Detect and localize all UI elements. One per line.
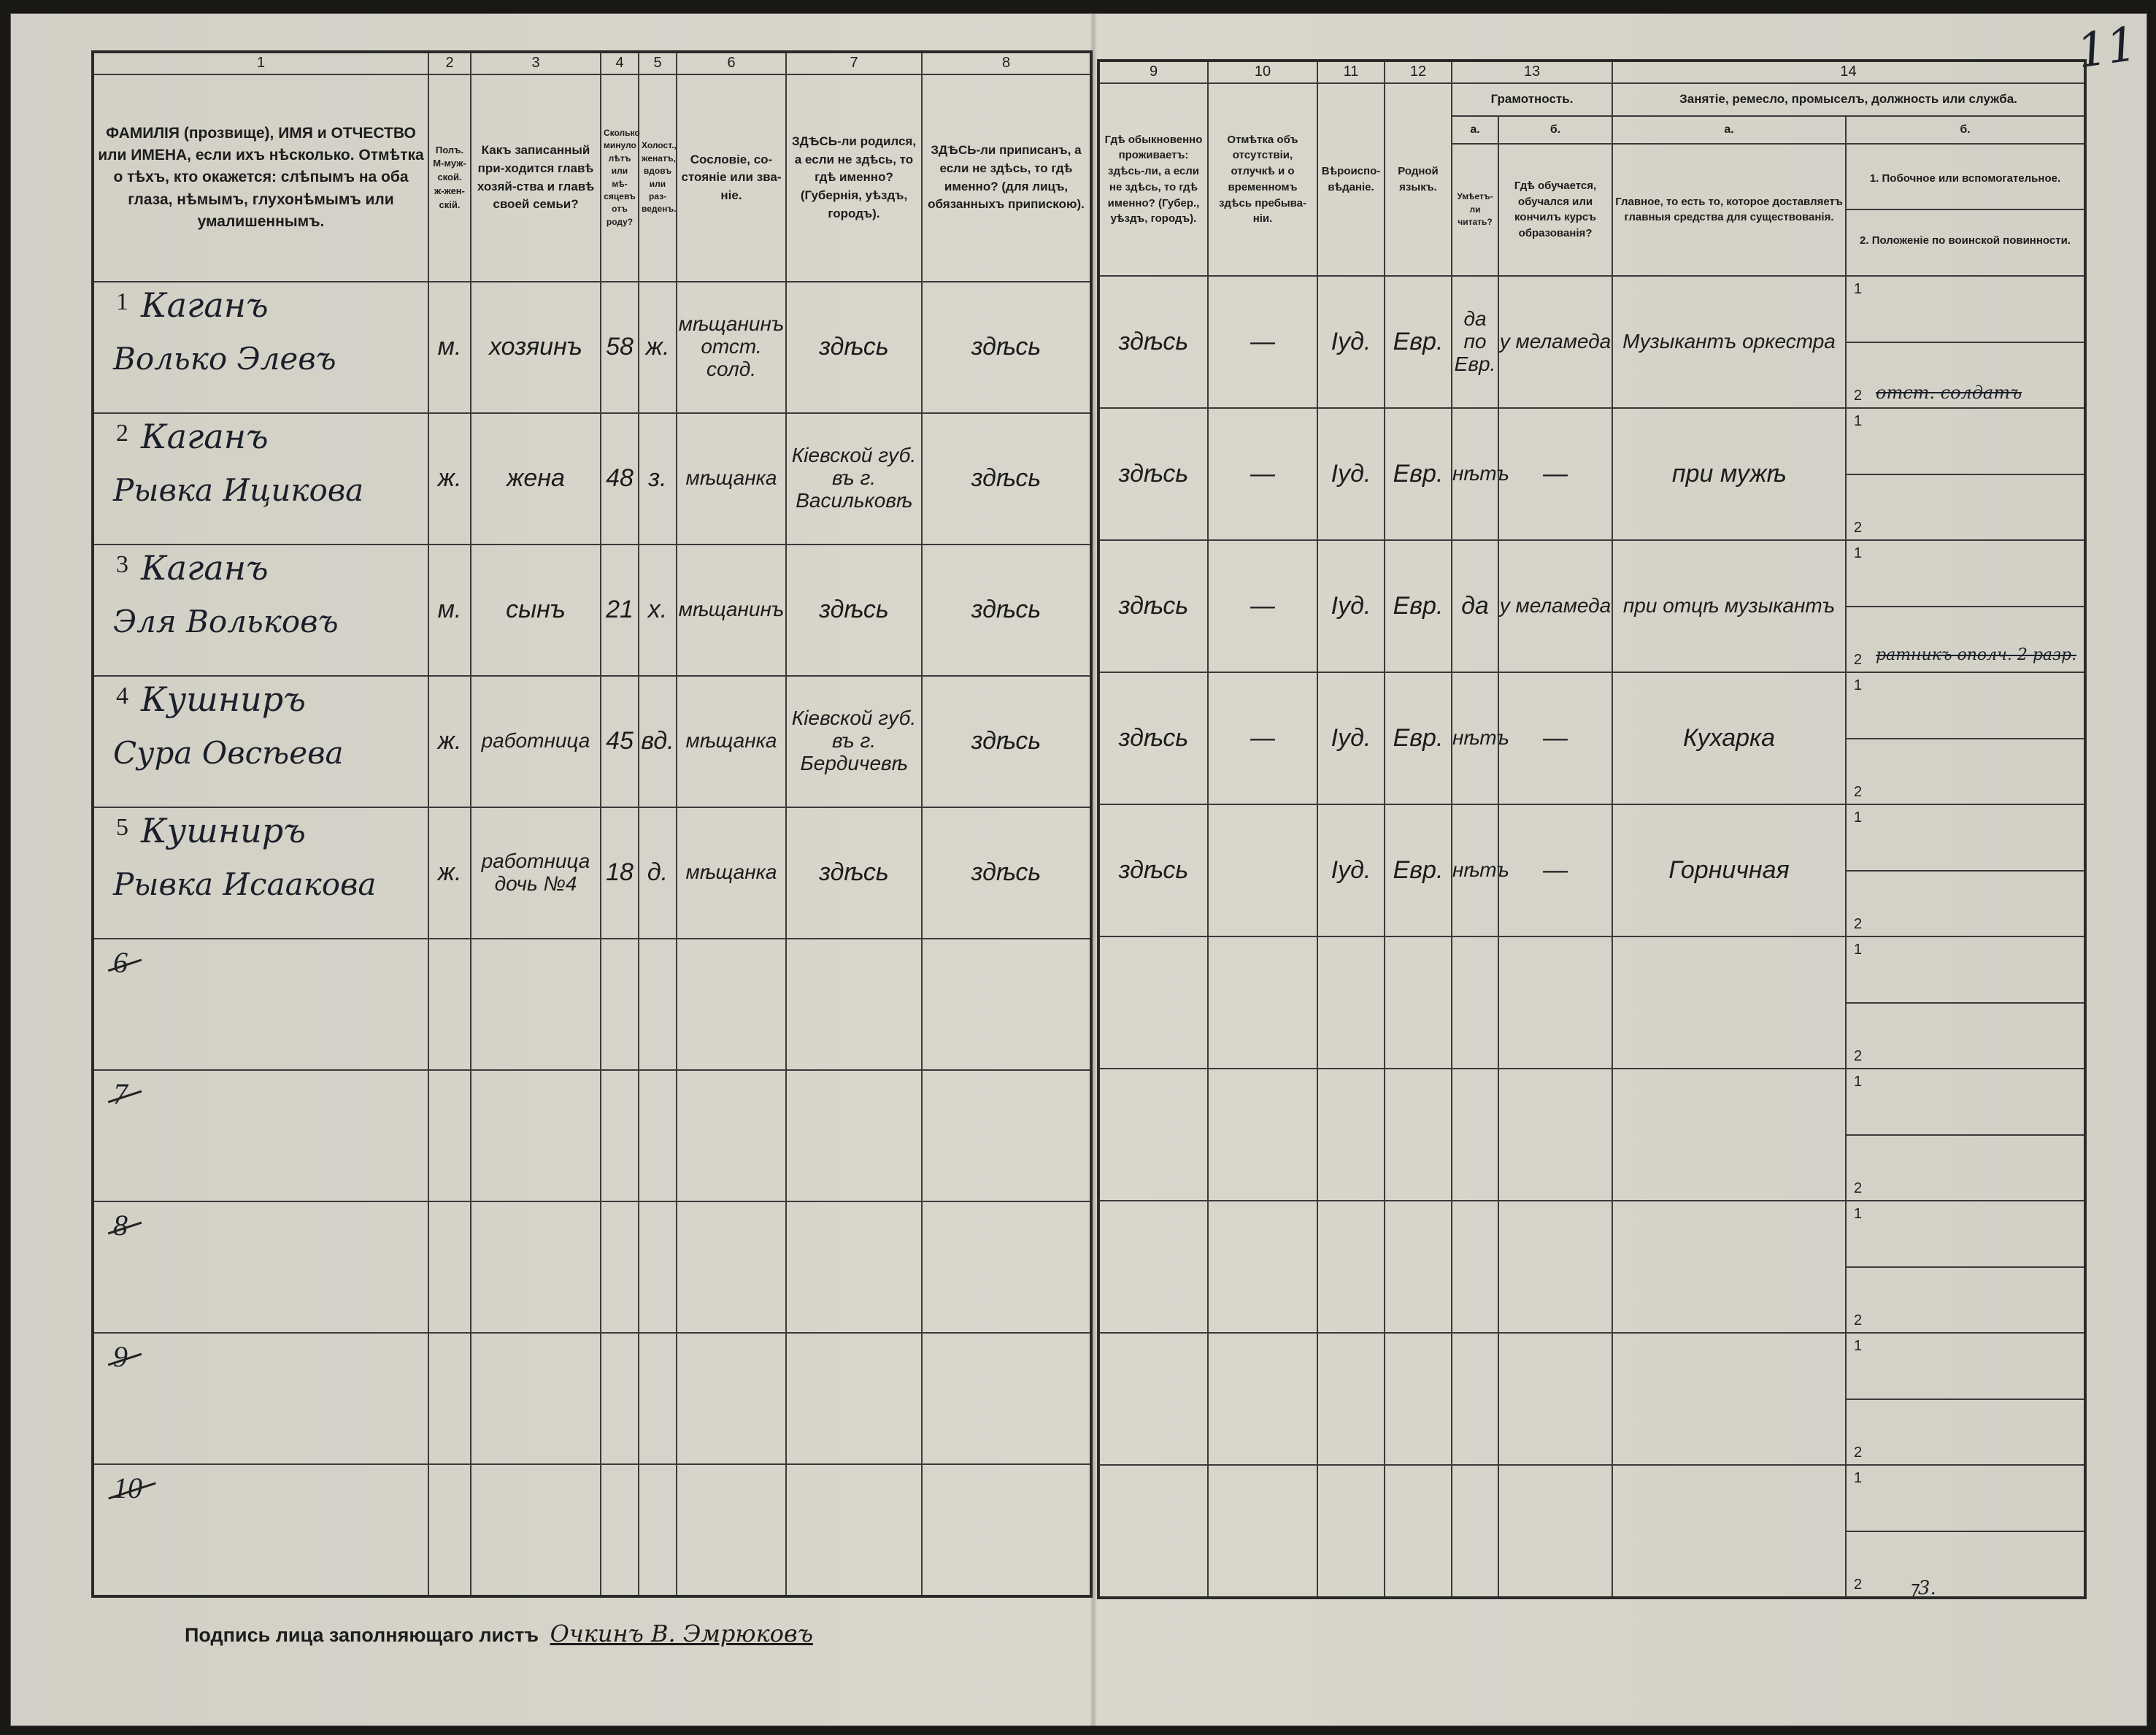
cell <box>1208 1069 1317 1201</box>
header-main-occupation: Главное, то есть то, которое доставляетъ главныя средства для существованія. <box>1612 144 1846 276</box>
header-birthplace: ЗДѢСЬ-ли родился, а если не здѣсь, то гдѣ именно? (Губернія, уѣздъ, городъ). <box>786 74 922 282</box>
cell <box>786 939 922 1070</box>
col-num-10: 10 <box>1208 61 1317 83</box>
name-cell <box>93 1070 428 1201</box>
registration: здѣсь <box>922 676 1091 807</box>
cell <box>639 1070 677 1201</box>
side-label-1: 1 <box>1854 1073 1863 1090</box>
col-num-9: 9 <box>1098 61 1208 83</box>
col-num-5: 5 <box>639 52 677 74</box>
residence: здѣсь <box>1098 804 1208 936</box>
age: 58 <box>601 282 639 413</box>
religion: Іуд. <box>1317 804 1385 936</box>
cell <box>1612 936 1846 1069</box>
person-row-2-right <box>1098 408 2085 540</box>
census-table-left <box>91 50 1093 1598</box>
cell <box>639 939 677 1070</box>
cell <box>677 939 786 1070</box>
cell <box>922 939 1091 1070</box>
cell <box>1498 1333 1612 1465</box>
given-name: Эля Вольковъ <box>113 603 339 639</box>
col-num-8: 8 <box>922 52 1091 74</box>
cell <box>639 1464 677 1596</box>
schooling: у меламеда <box>1498 540 1612 672</box>
cell <box>1498 1465 1612 1598</box>
cell <box>1098 1333 1208 1465</box>
census-table-right <box>1097 59 2087 1599</box>
cell <box>677 1333 786 1464</box>
row-number: 1 <box>116 288 128 315</box>
cell <box>601 1333 639 1464</box>
side-occupation-cell <box>1846 1333 2085 1465</box>
cell <box>601 1070 639 1201</box>
literacy: да <box>1452 540 1498 672</box>
col-num-4: 4 <box>601 52 639 74</box>
main-occupation: при отцѣ музыкантъ <box>1612 540 1846 672</box>
header-religion: Вѣроиспо-вѣданіе. <box>1317 83 1385 276</box>
cell <box>428 1333 471 1464</box>
col-num-3: 3 <box>471 52 601 74</box>
main-occupation: Кухарка <box>1612 672 1846 804</box>
birthplace: здѣсь <box>786 545 922 676</box>
sex: ж. <box>428 413 471 545</box>
cell <box>1317 1465 1385 1598</box>
age: 21 <box>601 545 639 676</box>
military-status: ратникъ ополч. 2 разр. <box>1876 645 2077 664</box>
cell <box>471 1201 601 1333</box>
cell <box>1498 936 1612 1069</box>
side-label-2: 2 <box>1854 651 1863 668</box>
cell <box>1452 1201 1498 1333</box>
header-estate: Сословіе, со-стояніе или зва-ніе. <box>677 74 786 282</box>
header-side-2: 2. Положеніе по воинской повинности. <box>1860 234 2071 247</box>
side-label-1: 1 <box>1854 941 1863 958</box>
signature-label: Подпись лица заполняющаго листъ <box>185 1624 539 1646</box>
side-label-2: 2 <box>1854 1047 1863 1064</box>
cell <box>1317 1201 1385 1333</box>
subheader-13b: б. <box>1498 116 1612 144</box>
main-occupation: Музыкантъ оркестра <box>1612 276 1846 408</box>
absence: — <box>1208 408 1317 540</box>
cell <box>1098 1069 1208 1201</box>
cell <box>428 939 471 1070</box>
row-number: 5 <box>116 813 128 841</box>
military-status: отст. солдатъ <box>1876 382 2022 403</box>
literacy: нѣтъ <box>1452 408 1498 540</box>
language: Евр. <box>1385 804 1452 936</box>
cell <box>1452 936 1498 1069</box>
estate: мѣщанка <box>677 807 786 939</box>
cell <box>786 1070 922 1201</box>
registration: здѣсь <box>922 413 1091 545</box>
side-occupation-cell <box>1846 1465 2085 1598</box>
side-label-2: 2 <box>1854 519 1863 536</box>
side-occupation-cell <box>1846 672 2085 804</box>
estate: мѣщанка <box>677 413 786 545</box>
cell <box>428 1464 471 1596</box>
side-occupation-cell <box>1846 1201 2085 1333</box>
cell <box>922 1333 1091 1464</box>
estate: мѣщанинъ <box>677 545 786 676</box>
cell <box>786 1201 922 1333</box>
cell <box>639 1333 677 1464</box>
row-number-crossed: 8 <box>113 1208 128 1242</box>
marital: д. <box>639 807 677 939</box>
name-cell <box>93 545 428 676</box>
side-label-1: 1 <box>1854 1337 1863 1354</box>
side-occupation-cell <box>1846 540 2085 672</box>
cell <box>1317 1069 1385 1201</box>
cell <box>1317 936 1385 1069</box>
sex: ж. <box>428 676 471 807</box>
cell <box>428 1201 471 1333</box>
birthplace: здѣсь <box>786 282 922 413</box>
cell <box>601 939 639 1070</box>
given-name: Волько Элевъ <box>113 340 336 377</box>
absence: — <box>1208 672 1317 804</box>
sex: ж. <box>428 807 471 939</box>
subheader-14b: б. <box>1846 116 2085 144</box>
marital: ж. <box>639 282 677 413</box>
divider <box>1847 870 2084 872</box>
age: 45 <box>601 676 639 807</box>
language: Евр. <box>1385 408 1452 540</box>
person-row-3 <box>93 545 1091 676</box>
cell <box>786 1464 922 1596</box>
col-num-13: 13 <box>1452 61 1612 83</box>
divider <box>1847 1399 2084 1400</box>
cell <box>1098 1201 1208 1333</box>
header-name: ФАМИЛІЯ (прозвище), ИМЯ и ОТЧЕСТВО или ИМЕНА, если ихъ нѣсколько. Отмѣтка о тѣхъ, кто окажется: слѣпымъ на оба глаза, нѣмымъ, глухонѣмымъ или умалишеннымъ. <box>93 74 428 282</box>
col-num-7: 7 <box>786 52 922 74</box>
header-can-read: Умѣетъ-ли читать? <box>1452 144 1498 276</box>
cell <box>1098 936 1208 1069</box>
cell <box>1317 1333 1385 1465</box>
relation: хозяинъ <box>471 282 601 413</box>
side-label-2: 2 <box>1854 1577 1863 1593</box>
divider <box>1847 1002 2084 1004</box>
marital: вд. <box>639 676 677 807</box>
divider <box>1847 1531 2084 1532</box>
person-row-4-right <box>1098 672 2085 804</box>
header-row-left <box>93 74 1091 282</box>
person-row-4 <box>93 676 1091 807</box>
language: Евр. <box>1385 672 1452 804</box>
cell <box>1208 936 1317 1069</box>
side-label-2: 2 <box>1854 387 1863 404</box>
birthplace: здѣсь <box>786 807 922 939</box>
main-occupation: Горничная <box>1612 804 1846 936</box>
header-occupation: Занятіе, ремесло, промыселъ, должность или служба. <box>1612 83 2085 116</box>
cell <box>1385 1069 1452 1201</box>
estate: мѣщанинъ отст. солд. <box>677 282 786 413</box>
name-cell <box>93 676 428 807</box>
cell <box>1385 1465 1452 1598</box>
residence: здѣсь <box>1098 672 1208 804</box>
religion: Іуд. <box>1317 540 1385 672</box>
side-label-2: 2 <box>1854 783 1863 800</box>
empty-row-9-right <box>1098 1333 2085 1465</box>
side-label-1: 1 <box>1854 280 1863 297</box>
empty-row-6-right <box>1098 936 2085 1069</box>
cell <box>1098 1465 1208 1598</box>
header-registration: ЗДѢСЬ-ли приписанъ, а если не здѣсь, то гдѣ именно? (для лицъ, обязанныхъ припискою). <box>922 74 1091 282</box>
cell <box>922 1464 1091 1596</box>
sex: м. <box>428 282 471 413</box>
person-row-1 <box>93 282 1091 413</box>
given-name: Сура Овсѣева <box>113 734 344 771</box>
surname: Кушниръ <box>141 679 306 719</box>
literacy: нѣтъ <box>1452 804 1498 936</box>
side-label-2: 2 <box>1854 1312 1863 1328</box>
relation: жена <box>471 413 601 545</box>
cell <box>1612 1201 1846 1333</box>
header-absence: Отмѣтка объ отсутствіи, отлучкѣ и о временномъ здѣсь пребыва-ніи. <box>1208 83 1317 276</box>
marital: х. <box>639 545 677 676</box>
col-num-2: 2 <box>428 52 471 74</box>
col-num-6: 6 <box>677 52 786 74</box>
name-cell <box>93 807 428 939</box>
row-number: 2 <box>116 419 128 447</box>
header-literacy: Грамотность. <box>1452 83 1612 116</box>
literacy: нѣтъ <box>1452 672 1498 804</box>
column-number-row <box>1098 61 2085 83</box>
residence: здѣсь <box>1098 540 1208 672</box>
divider <box>1847 474 2084 475</box>
header-row-right <box>1098 83 2085 116</box>
cell <box>1208 1465 1317 1598</box>
marital: з. <box>639 413 677 545</box>
sex: м. <box>428 545 471 676</box>
cell <box>1385 1201 1452 1333</box>
absence <box>1208 804 1317 936</box>
cell <box>1612 1333 1846 1465</box>
divider <box>1847 606 2084 607</box>
column-number-row <box>93 52 1091 74</box>
col-num-14: 14 <box>1612 61 2085 83</box>
age: 48 <box>601 413 639 545</box>
name-cell <box>93 413 428 545</box>
side-occupation-cell <box>1846 936 2085 1069</box>
header-schooling: Гдѣ обучается, обучался или кончилъ курсъ образованія? <box>1498 144 1612 276</box>
name-cell <box>93 282 428 413</box>
estate: мѣщанка <box>677 676 786 807</box>
header-age: Сколько минуло лѣтъ или мѣ-сяцевъ отъ роду? <box>601 74 639 282</box>
side-label-1: 1 <box>1854 1469 1863 1486</box>
side-occupation-cell <box>1846 804 2085 936</box>
row-number-crossed: 10 <box>113 1471 142 1504</box>
surname: Каганъ <box>141 285 269 325</box>
header-language: Родной языкъ. <box>1385 83 1452 276</box>
person-row-3-right <box>1098 540 2085 672</box>
schooling: — <box>1498 408 1612 540</box>
cell <box>1385 936 1452 1069</box>
side-label-1: 1 <box>1854 677 1863 693</box>
surname: Кушниръ <box>141 810 306 850</box>
row-number: 3 <box>116 550 128 578</box>
cell <box>677 1464 786 1596</box>
cell <box>1612 1465 1846 1598</box>
side-label-1: 1 <box>1854 412 1863 429</box>
empty-row-7 <box>93 1070 1091 1201</box>
religion: Іуд. <box>1317 672 1385 804</box>
cell <box>471 1333 601 1464</box>
cell <box>1452 1465 1498 1598</box>
religion: Іуд. <box>1317 276 1385 408</box>
given-name: Рывка Исаакова <box>113 866 377 902</box>
cell <box>1452 1333 1498 1465</box>
cell <box>601 1464 639 1596</box>
cell <box>786 1333 922 1464</box>
cell <box>922 1070 1091 1201</box>
literacy: да по Евр. <box>1452 276 1498 408</box>
schooling: у меламеда <box>1498 276 1612 408</box>
name-cell <box>93 1464 428 1596</box>
cell <box>471 939 601 1070</box>
footer-mark: ⁊3. <box>1909 1577 1936 1599</box>
cell <box>677 1070 786 1201</box>
birthplace: Кіевской губ. въ г. Бердичевѣ <box>786 676 922 807</box>
residence: здѣсь <box>1098 276 1208 408</box>
page-number-mark: 11 <box>2073 17 2140 80</box>
cell <box>1385 1333 1452 1465</box>
signature-line <box>185 1620 813 1647</box>
empty-row-8 <box>93 1201 1091 1333</box>
name-cell <box>93 1201 428 1333</box>
cell <box>601 1201 639 1333</box>
cell <box>1208 1201 1317 1333</box>
schooling: — <box>1498 804 1612 936</box>
side-label-1: 1 <box>1854 809 1863 826</box>
divider <box>1847 1134 2084 1136</box>
empty-row-8-right <box>1098 1201 2085 1333</box>
cell <box>428 1070 471 1201</box>
row-number-crossed: 7 <box>113 1077 128 1110</box>
person-row-2 <box>93 413 1091 545</box>
empty-row-6 <box>93 939 1091 1070</box>
header-residence: Гдѣ обыкновенно проживаетъ: здѣсь-ли, а если не здѣсь, то гдѣ именно? (Губер., уѣздъ, городъ). <box>1098 83 1208 276</box>
side-occupation-cell <box>1846 1069 2085 1201</box>
side-label-1: 1 <box>1854 1205 1863 1222</box>
surname: Каганъ <box>141 416 269 456</box>
cell <box>1452 1069 1498 1201</box>
cell <box>1208 1333 1317 1465</box>
signature-value: Очкинъ В. Эмрюковъ <box>550 1620 813 1647</box>
empty-row-10-right <box>1098 1465 2085 1598</box>
side-label-2: 2 <box>1854 1444 1863 1461</box>
registration: здѣсь <box>922 807 1091 939</box>
side-occupation-cell <box>1846 408 2085 540</box>
age: 18 <box>601 807 639 939</box>
row-number-crossed: 6 <box>113 945 128 979</box>
side-label-2: 2 <box>1854 1180 1863 1196</box>
cell <box>471 1070 601 1201</box>
birthplace: Кіевской губ. въ г. Васильковѣ <box>786 413 922 545</box>
language: Евр. <box>1385 276 1452 408</box>
name-cell <box>93 939 428 1070</box>
schooling: — <box>1498 672 1612 804</box>
side-label-1: 1 <box>1854 545 1863 561</box>
subheader-14a: а. <box>1612 116 1846 144</box>
religion: Іуд. <box>1317 408 1385 540</box>
cell <box>639 1201 677 1333</box>
registration: здѣсь <box>922 282 1091 413</box>
residence: здѣсь <box>1098 408 1208 540</box>
divider <box>1847 738 2084 739</box>
person-row-5-right <box>1098 804 2085 936</box>
col-num-1: 1 <box>93 52 428 74</box>
subheader-13a: а. <box>1452 116 1498 144</box>
empty-row-9 <box>93 1333 1091 1464</box>
registration: здѣсь <box>922 545 1091 676</box>
row-number-crossed: 9 <box>113 1339 128 1373</box>
divider <box>1847 342 2084 343</box>
side-label-2: 2 <box>1854 915 1863 932</box>
empty-row-7-right <box>1098 1069 2085 1201</box>
absence: — <box>1208 276 1317 408</box>
row-number: 4 <box>116 682 128 709</box>
relation: работница дочь №4 <box>471 807 601 939</box>
name-cell <box>93 1333 428 1464</box>
relation: сынъ <box>471 545 601 676</box>
header-marital: Холост., женатъ, вдовъ или раз-веденъ. <box>639 74 677 282</box>
language: Евр. <box>1385 540 1452 672</box>
header-side-1: 1. Побочное или вспомогательное. <box>1847 148 2084 210</box>
header-side-occupation <box>1846 144 2085 276</box>
absence: — <box>1208 540 1317 672</box>
census-sheet <box>10 13 2147 1726</box>
person-row-1-right <box>1098 276 2085 408</box>
cell <box>922 1201 1091 1333</box>
person-row-5 <box>93 807 1091 939</box>
relation: работница <box>471 676 601 807</box>
empty-row-10 <box>93 1464 1091 1596</box>
given-name: Рывка Ицикова <box>113 472 364 508</box>
cell <box>1498 1069 1612 1201</box>
col-num-12: 12 <box>1385 61 1452 83</box>
cell <box>471 1464 601 1596</box>
cell <box>1498 1201 1612 1333</box>
cell <box>1612 1069 1846 1201</box>
cell <box>677 1201 786 1333</box>
header-relation: Какъ записанный при-ходится главѣ хозяй-ства и главѣ своей семьи? <box>471 74 601 282</box>
header-sex: Полъ. М-муж-ской. ж-жен-скій. <box>428 74 471 282</box>
surname: Каганъ <box>141 547 269 588</box>
main-occupation: при мужѣ <box>1612 408 1846 540</box>
side-occupation-cell <box>1846 276 2085 408</box>
divider <box>1847 1266 2084 1268</box>
col-num-11: 11 <box>1317 61 1385 83</box>
